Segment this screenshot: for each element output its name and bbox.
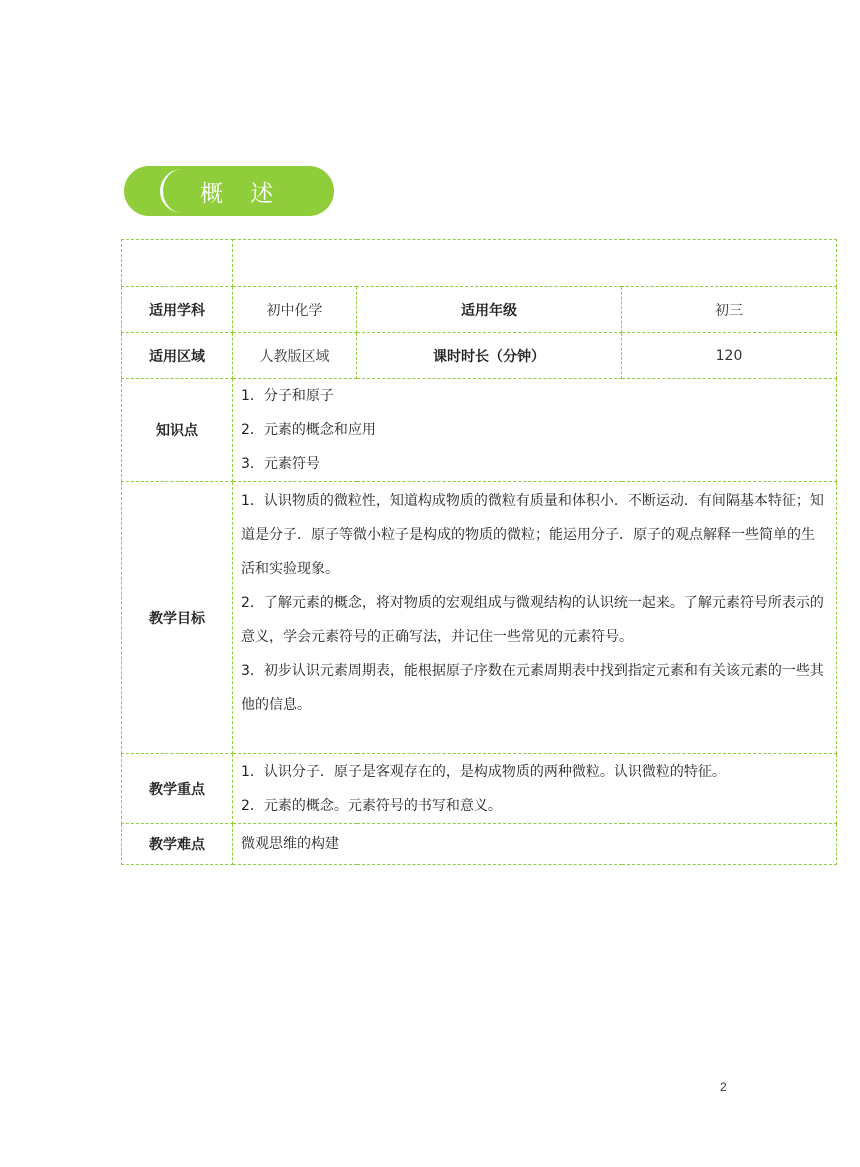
table-row bbox=[122, 379, 837, 482]
empty-header-cell bbox=[233, 240, 837, 287]
list-item: 1．认识物质的微粒性，知道构成物质的微粒有质量和体积小．不断运动．有间隔基本特征；知道是分子．原子等微小粒子是构成的物质的微粒；能运用分子．原子的观点解释一些简单的生活和实验现象。 bbox=[241, 493, 824, 577]
table-row bbox=[122, 482, 837, 754]
list-item: 1．认识分子．原子是客观存在的，是构成物质的两种微粒。认识微粒的特征。 bbox=[241, 763, 726, 780]
list-item: 2．元素的概念和应用 bbox=[241, 422, 376, 438]
empty-cell bbox=[122, 240, 233, 287]
subject-value: 初中化学 bbox=[233, 287, 357, 333]
duration-value: 120 bbox=[622, 333, 837, 379]
list-item: 3．初步认识元素周期表，能根据原子序数在元素周期表中找到指定元素和有关该元素的一些其他的信息。 bbox=[241, 663, 824, 713]
key-points-content bbox=[233, 754, 837, 824]
page-number: 2 bbox=[720, 1080, 727, 1094]
objectives-content bbox=[233, 482, 837, 754]
grade-value: 初三 bbox=[622, 287, 837, 333]
difficulty-label: 教学难点 bbox=[122, 824, 233, 865]
section-title: 概 述 bbox=[200, 181, 284, 207]
list-item: 1．分子和原子 bbox=[241, 388, 334, 404]
grade-label: 适用年级 bbox=[357, 287, 622, 333]
table-row bbox=[122, 333, 837, 379]
table-row bbox=[122, 754, 837, 824]
list-item: 2．元素的概念。元素符号的书写和意义。 bbox=[241, 797, 502, 814]
objectives-label: 教学目标 bbox=[122, 482, 233, 754]
subject-label: 适用学科 bbox=[122, 287, 233, 333]
difficulty-value: 微观思维的构建 bbox=[233, 824, 837, 865]
knowledge-content bbox=[233, 379, 837, 482]
region-label: 适用区域 bbox=[122, 333, 233, 379]
list-item: 3．元素符号 bbox=[241, 456, 320, 472]
section-banner bbox=[124, 166, 334, 216]
lesson-info-table bbox=[121, 239, 837, 865]
duration-label: 课时时长（分钟） bbox=[357, 333, 622, 379]
table-row bbox=[122, 287, 837, 333]
table-row bbox=[122, 240, 837, 287]
table-row bbox=[122, 824, 837, 865]
region-value: 人教版区域 bbox=[233, 333, 357, 379]
key-points-label: 教学重点 bbox=[122, 754, 233, 824]
knowledge-label: 知识点 bbox=[122, 379, 233, 482]
list-item: 2．了解元素的概念，将对物质的宏观组成与微观结构的认识统一起来。了解元素符号所表示的意义，学会元素符号的正确写法，并记住一些常见的元素符号。 bbox=[241, 595, 824, 645]
